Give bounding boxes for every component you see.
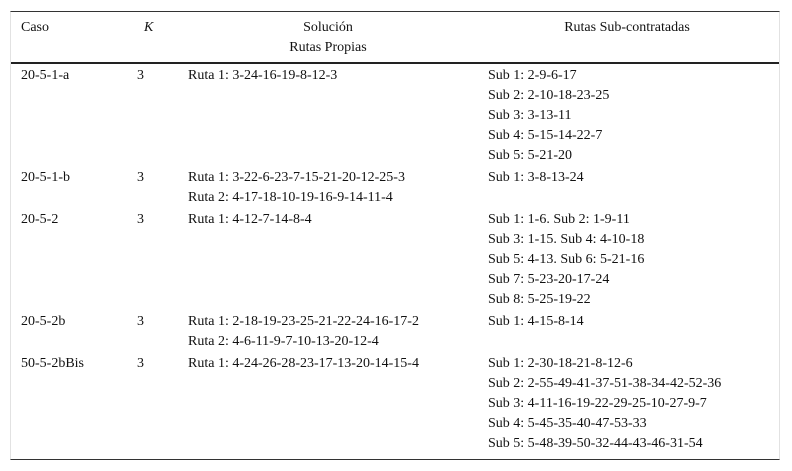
table-header [11,12,779,64]
row-rutas [188,66,337,86]
row-caso: 20-5-2 [21,212,59,227]
routes-table [10,11,780,460]
row-caso: 20-5-1-b [21,170,70,185]
row-k: 3 [137,212,144,227]
row-rutas [188,210,312,230]
row-subs [488,354,721,454]
sub-line: Sub 3: 1-15. Sub 4: 4-10-18 [488,232,645,247]
row-rutas [188,312,419,352]
header-solucion [209,18,447,58]
row-rutas [188,168,405,208]
ruta-line: Ruta 1: 4-12-7-14-8-4 [188,212,312,227]
sub-line: Sub 1: 1-6. Sub 2: 1-9-11 [488,212,630,227]
header-subcontratadas: Rutas Sub-contratadas [564,20,690,35]
sub-line: Sub 3: 3-13-11 [488,108,572,123]
row-caso: 20-5-2b [21,314,66,329]
sub-line: Sub 3: 4-11-16-19-22-29-25-10-27-9-7 [488,396,707,411]
row-caso: 50-5-2bBis [21,356,84,371]
ruta-line: Ruta 2: 4-6-11-9-7-10-13-20-12-4 [188,334,379,349]
sub-line: Sub 2: 2-55-49-41-37-51-38-34-42-52-36 [488,376,722,391]
row-subs [488,312,584,332]
row-k: 3 [137,314,144,329]
row-k: 3 [137,356,144,371]
sub-line: Sub 5: 4-13. Sub 6: 5-21-16 [488,252,645,267]
row-caso: 20-5-1-a [21,68,70,83]
sub-line: Sub 1: 4-15-8-14 [488,314,584,329]
row-subs [488,66,609,166]
ruta-line: Ruta 1: 2-18-19-23-25-21-22-24-16-17-2 [188,314,419,329]
sub-line: Sub 5: 5-48-39-50-32-44-43-46-31-54 [488,436,703,451]
ruta-line: Ruta 1: 3-22-6-23-7-15-21-20-12-25-3 [188,170,405,185]
ruta-line: Ruta 1: 4-24-26-28-23-17-13-20-14-15-4 [188,356,419,371]
sub-line: Sub 8: 5-25-19-22 [488,292,591,307]
ruta-line: Ruta 1: 3-24-16-19-8-12-3 [188,68,338,83]
row-rutas [188,354,419,374]
ruta-line: Ruta 2: 4-17-18-10-19-16-9-14-11-4 [188,190,393,205]
sub-line: Sub 1: 2-30-18-21-8-12-6 [488,356,633,371]
header-caso: Caso [21,20,49,35]
sub-line: Sub 1: 2-9-6-17 [488,68,577,83]
header-solucion-line1: Solución [303,20,353,35]
sub-line: Sub 1: 3-8-13-24 [488,170,584,185]
row-k: 3 [137,68,144,83]
row-subs [488,210,644,310]
sub-line: Sub 5: 5-21-20 [488,148,572,163]
sub-line: Sub 2: 2-10-18-23-25 [488,88,610,103]
sub-line: Sub 7: 5-23-20-17-24 [488,272,610,287]
row-k: 3 [137,170,144,185]
sub-line: Sub 4: 5-45-35-40-47-53-33 [488,416,647,431]
sub-line: Sub 4: 5-15-14-22-7 [488,128,603,143]
header-k: K [144,20,154,35]
row-subs [488,168,584,188]
header-solucion-line2: Rutas Propias [289,40,367,55]
